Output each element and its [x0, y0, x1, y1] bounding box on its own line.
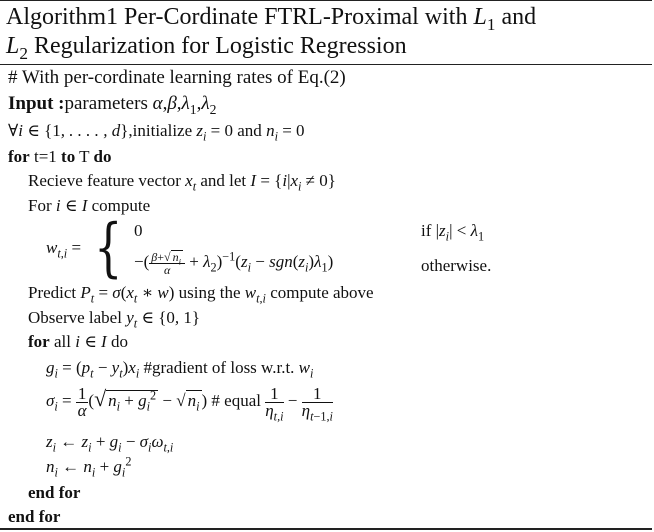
case-2-value-render: −( $\frac{\beta+√ n_i}{\alpha}$ + $\lambda_2)^{-1}(z_i - sgn(z_i)\lambda_1)$ [134, 249, 334, 277]
n-update-line [46, 454, 132, 480]
for-keyword: for [8, 147, 30, 166]
case-2-value [134, 250, 333, 276]
outer-end-for: end for [8, 507, 61, 526]
observe-render: Observe label $y_t$ ∈ {0, 1} [28, 308, 201, 331]
case-1-value: 0 [134, 221, 143, 240]
do-keyword: do [93, 147, 112, 166]
w-lhs-render: $w_{t,i}$ = [46, 238, 82, 261]
inner-for-keyword: for [28, 332, 50, 351]
for-i-line [28, 196, 150, 216]
bottom-rule [0, 528, 652, 530]
title-line-2-render: $L_2$ Regularization for Logistic Regression [6, 33, 407, 63]
input-keyword: Input : [8, 93, 65, 114]
input-line [8, 93, 217, 117]
receive-line [28, 171, 336, 194]
case-1-condition [421, 221, 485, 244]
comment-line: # With per-cordinate learning rates of Eq.(2) [8, 67, 346, 88]
sigma-fraction: $\frac{1}{\alpha}$ [77, 384, 87, 420]
n-update-render: $n_i$ ← $n_i + g_i^2$ [46, 454, 132, 480]
sigma-render: $\sigma_i$ = $\frac{1}{\alpha}$ (√ $n_i + g_i^2$ − √ $n_i$ ) # equal $\frac{1}{\eta_{t,i}}$ − $\frac{1}{\eta_{t-1,i}}$ [46, 384, 333, 424]
inner-for-line [28, 332, 128, 352]
for-T: T [75, 147, 94, 166]
algorithm-title [6, 3, 650, 61]
predict-render: Predict $P_t = \sigma(x_t$ ∗ w) using the $w_{t,i}$ compute above [28, 283, 374, 306]
top-rule [0, 0, 652, 1]
outer-for-line [8, 147, 111, 167]
for-range: t=1 [29, 147, 62, 166]
cases-brace: { [94, 211, 123, 285]
init-line [8, 121, 305, 144]
z-update-render: $z_i$ ← $z_i + g_i - \sigma_i\omega_{t,i}$ [46, 432, 174, 455]
to-keyword: to [61, 147, 76, 166]
title-line-1-render: Algorithm1 Per-Cordinate FTRL-Proximal with $L_1$ and [6, 4, 537, 34]
case-1-condition-render: if $|z_i| < \lambda_1$ [421, 221, 485, 244]
gradient-line [46, 358, 314, 381]
eta-fraction-2: $\frac{1}{\eta_{t-1,i}}$ [301, 384, 333, 424]
w-lhs [46, 238, 82, 261]
observe-line [28, 308, 201, 331]
receive-render: Recieve feature vector $x_t$ and let $I = \{i|x_i \ne 0\}$ [28, 171, 336, 194]
input-params: parameters $\alpha,\beta,\lambda_1,\lambda_2$ [64, 93, 217, 117]
eta-fraction-1: $\frac{1}{\eta_{t,i}}$ [265, 384, 284, 424]
case-2-condition: otherwise. [421, 256, 492, 275]
sigma-line [46, 384, 333, 424]
z-update-line [46, 432, 174, 455]
init-render: ∀i ∈ {1, . . . . , d},initialize $z_i = 0$ and $n_i = 0$ [8, 121, 305, 144]
case-2-fraction: $\frac{\beta+√ n_i}{\alpha}$ [149, 250, 185, 276]
predict-line [28, 283, 374, 306]
title-rule [0, 64, 652, 65]
inner-for-render: all i ∈ I do [49, 332, 128, 351]
inner-end-for: end for [28, 483, 81, 502]
gradient-render: $g_i = (p_t - y_t)x_i$ #gradient of loss w.r.t. $w_i$ [46, 358, 314, 381]
for-i-render: For i ∈ I compute [28, 196, 151, 215]
